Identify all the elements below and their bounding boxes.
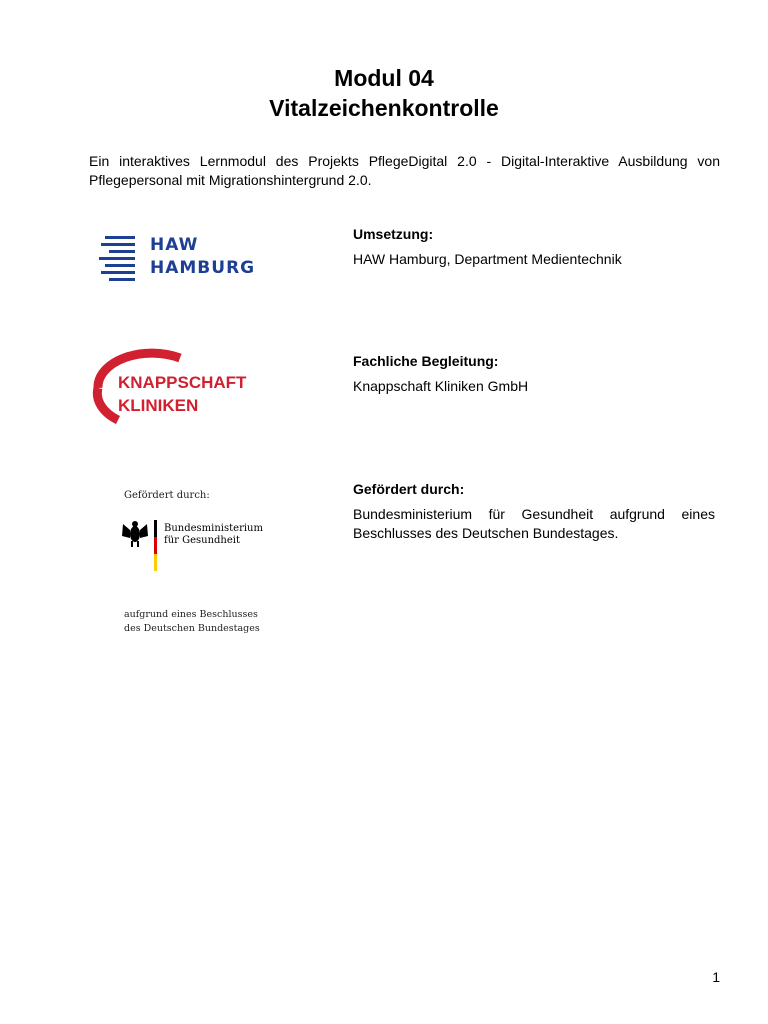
- bmg-caption-bottom-line1: aufgrund eines Beschlusses: [124, 609, 258, 620]
- page-number: 1: [712, 969, 720, 985]
- section-text-gefoerdert-durch: Bundesministerium für Gesundheit aufgrund eines Beschlusses des Deutschen Bundestages.: [353, 506, 715, 541]
- section-heading-gefoerdert-durch: Gefördert durch:: [353, 481, 465, 497]
- section-heading-umsetzung: Umsetzung:: [353, 226, 434, 242]
- bmg-logo: [118, 484, 278, 640]
- section-text-fachliche-begleitung: Knappschaft Kliniken GmbH: [353, 378, 529, 394]
- bmg-caption-top: Gefördert durch:: [124, 490, 210, 501]
- knappschaft-logo-line2: KLINIKEN: [118, 396, 199, 415]
- knappschaft-kliniken-logo: [86, 348, 266, 424]
- haw-logo-line1: HAW: [150, 235, 199, 255]
- section-heading-fachliche-begleitung: Fachliche Begleitung:: [353, 353, 499, 369]
- knappschaft-logo-line1: KNAPPSCHAFT: [118, 373, 247, 392]
- haw-hamburg-logo: [99, 232, 269, 282]
- federal-eagle-icon: [122, 521, 148, 547]
- section-text-umsetzung: HAW Hamburg, Department Medientechnik: [353, 251, 622, 267]
- bmg-ministry-line2: für Gesundheit: [164, 535, 240, 546]
- bmg-caption-bottom-line2: des Deutschen Bundestages: [124, 623, 260, 634]
- bmg-ministry-line1: Bundesministerium: [164, 523, 263, 534]
- intro-paragraph: Ein interaktives Lernmodul des Projekts PflegeDigital 2.0 - Digital-Interaktive Ausbildung von Pflegepersonal mit Migrationshintergrund 2.0.: [89, 153, 720, 188]
- module-number-title: Modul 04: [334, 65, 434, 91]
- haw-logo-line2: HAMBURG: [150, 258, 256, 278]
- module-topic-title: Vitalzeichenkontrolle: [269, 95, 499, 121]
